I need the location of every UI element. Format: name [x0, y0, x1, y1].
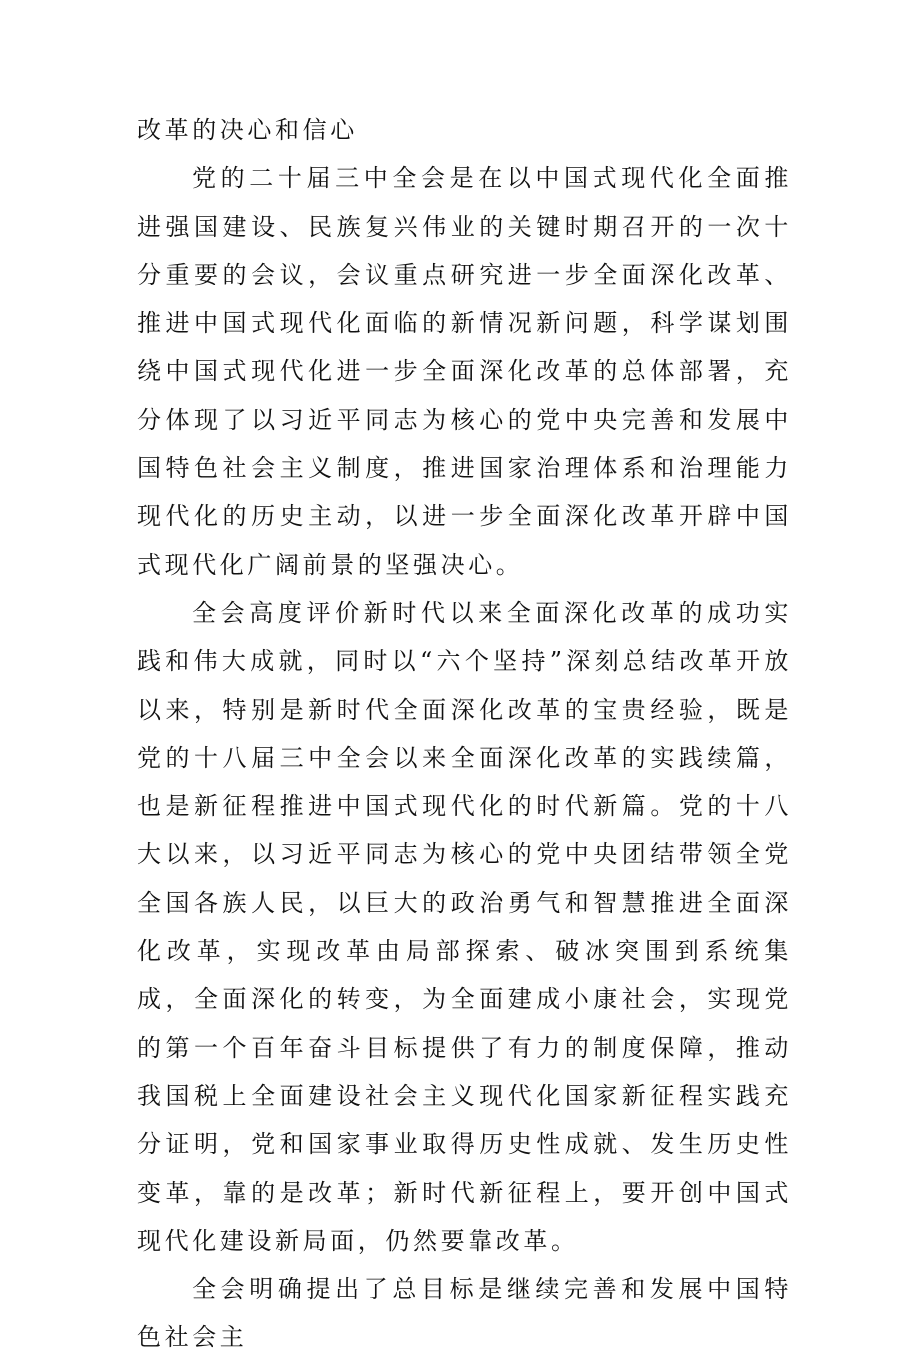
document-body [137, 106, 792, 1362]
paragraph-continuation: 改革的决心和信心 [137, 116, 358, 144]
paragraph-overall-goal: 全会明确提出了总目标是继续完善和发展中国特色社会主 [137, 1275, 792, 1352]
paragraph-reform-achievements: 全会高度评价新时代以来全面深化改革的成功实践和伟大成就，同时以“六个坚持”深刻总结改革开放以来，特别是新时代全面深化改革的宝贵经验，既是党的十八届三中全会以来全面深化改革的实践续篇，也是新征程推进中国式现代化的时代新篇。党的十八大以来，以习近平同志为核心的党中央团结带领全党全国各族人民，以巨大的政治勇气和智慧推进全面深化改革，实现改革由局部探索、破冰突围到系统集成，全面深化的转变，为全面建成小康社会，实现党的第一个百年奋斗目标提供了有力的制度保障，推动我国税上全面建设社会主义现代化国家新征程实践充分证明，党和国家事业取得历史性成就、发生历史性变革，靠的是改革；新时代新征程上，要开创中国式现代化建设新局面，仍然要靠改革。 [137, 598, 792, 1255]
paragraph-plenary-session: 党的二十届三中全会是在以中国式现代化全面推进强国建设、民族复兴伟业的关键时期召开的一次十分重要的会议，会议重点研究进一步全面深化改革、推进中国式现代化面临的新情况新问题，科学谋划围绕中国式现代化进一步全面深化改革的总体部署，充分体现了以习近平同志为核心的党中央完善和发展中国特色社会主义制度，推进国家治理体系和治理能力现代化的历史主动，以进一步全面深化改革开辟中国式现代化广阔前景的坚强决心。 [137, 164, 792, 579]
